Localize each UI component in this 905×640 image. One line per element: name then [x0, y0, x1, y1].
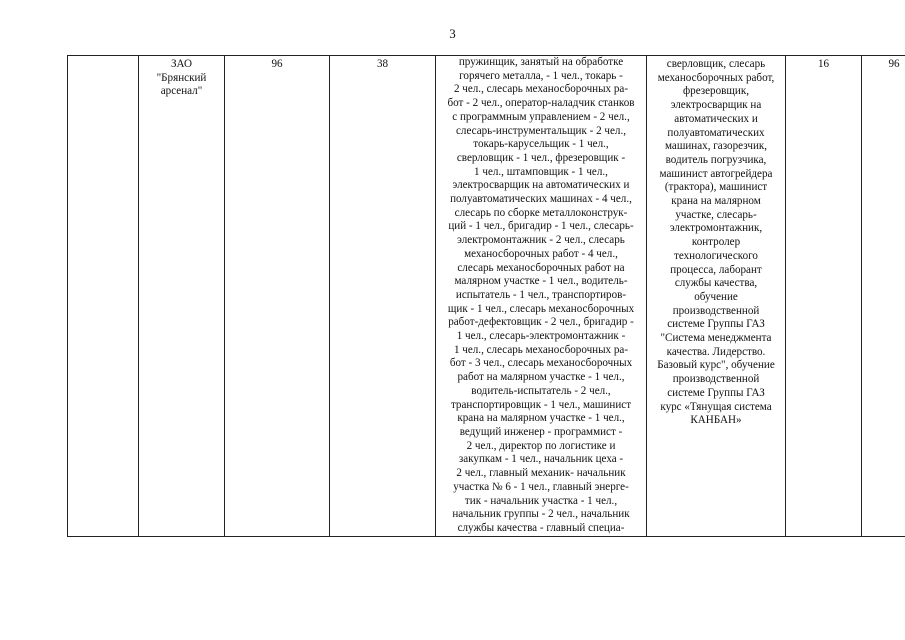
- organization-line: арсенал": [160, 85, 203, 98]
- training-line: машинист автогрейдера: [659, 167, 773, 180]
- professions-line: службы качества - главный специа-: [457, 521, 625, 534]
- organization-line: "Брянский: [156, 71, 207, 84]
- page-number: 3: [449, 26, 456, 41]
- training-line: электромонтажник,: [669, 222, 763, 235]
- professions-line: с программным управлением - 2 чел.,: [452, 110, 630, 123]
- professions-line: слесарь-инструментальщик - 2 чел.,: [455, 124, 627, 137]
- training-line: производственной: [672, 304, 760, 317]
- training-line: технологического: [674, 249, 758, 262]
- table-row: [68, 56, 905, 537]
- training-line: обучение: [694, 290, 738, 303]
- professions-line: 1 чел., слесарь механосборочных ра-: [453, 343, 629, 356]
- training-line: автоматических и: [674, 112, 758, 125]
- professions-line: 2 чел., директор по логистике и: [466, 439, 616, 452]
- blank-cell: [68, 56, 139, 537]
- professions-line: электромонтажник - 2 чел., слесарь: [457, 234, 625, 247]
- training-line: КАНБАН»: [690, 414, 742, 427]
- organization-line: ЗАО: [170, 58, 193, 70]
- training-line: (трактора), машинист: [664, 181, 768, 194]
- professions-line: 1 чел., штамповщик - 1 чел.,: [474, 165, 608, 178]
- professions-line: бот - 3 чел., слесарь механосборочных: [449, 357, 633, 370]
- professions-line: 1 чел., слесарь-электромонтажник -: [456, 330, 626, 343]
- value-cell-2: 38: [330, 56, 436, 537]
- professions-line: электросварщик на автоматических и: [452, 179, 630, 192]
- training-line: системе Группы ГАЗ: [667, 318, 765, 331]
- professions-cell: [436, 56, 647, 537]
- professions-line: работ-дефектовщик - 2 чел., бригадир -: [448, 316, 634, 329]
- professions-line: транспортировщик - 1 чел., машинист: [450, 398, 632, 411]
- training-line: участке, слесарь-: [675, 208, 757, 221]
- training-line: качества. Лидерство.: [666, 345, 766, 358]
- training-line: службы качества,: [674, 277, 758, 290]
- professions-line: закупкам - 1 чел., начальник цеха -: [458, 453, 624, 466]
- training-line: "Система менеджмента: [660, 332, 772, 345]
- training-line: полуавтоматических: [667, 126, 765, 139]
- professions-line: работ на малярном участке - 1 чел.,: [457, 371, 625, 384]
- professions-line: полуавтоматических машинах - 4 чел.,: [450, 193, 632, 206]
- professions-line: токарь-карусельщик - 1 чел.,: [473, 138, 609, 151]
- professions-line: 2 чел., слесарь механосборочных ра-: [453, 83, 629, 96]
- training-line: Базовый курс", обучение: [657, 359, 775, 372]
- professions-line: начальник группы - 2 чел., начальник: [452, 508, 630, 521]
- training-line: водитель погрузчика,: [665, 153, 767, 166]
- organization-cell: [139, 56, 225, 537]
- professions-line: бот - 2 чел., оператор-наладчик станков: [447, 97, 635, 110]
- professions-line: ведущий инженер - программист -: [459, 425, 623, 438]
- professions-line: участка № 6 - 1 чел., главный энерге-: [453, 480, 629, 493]
- professions-line: ций - 1 чел., бригадир - 1 чел., слесарь-: [448, 220, 634, 233]
- professions-line: слесарь механосборочных работ на: [457, 261, 625, 274]
- professions-line: малярном участке - 1 чел., водитель-: [454, 275, 628, 288]
- professions-line: горячего металла, - 1 чел., токарь -: [459, 69, 623, 82]
- training-line: механосборочных работ,: [657, 71, 775, 84]
- value-cell-4: 96: [862, 56, 905, 537]
- training-line: крана на малярном: [671, 195, 761, 208]
- professions-line: тик - начальник участка - 1 чел.,: [464, 494, 618, 507]
- professions-line: 2 чел., главный механик- начальник: [456, 467, 626, 480]
- professions-line: слесарь по сборке металлоконструк-: [454, 206, 628, 219]
- value-cell-1: 96: [225, 56, 330, 537]
- value-cell-3: 16: [786, 56, 862, 537]
- professions-line: сверловщик - 1 чел., фрезеровщик -: [456, 151, 626, 164]
- professions-line: крана на малярном участке - 1 чел.,: [457, 412, 625, 425]
- professions-line: водитель-испытатель - 2 чел.,: [471, 384, 611, 397]
- training-line: сверловщик, слесарь: [666, 58, 766, 70]
- training-line: машинах, газорезчик,: [664, 140, 768, 153]
- training-line: фрезеровщик,: [682, 85, 750, 98]
- training-line: процесса, лаборант: [670, 263, 762, 276]
- training-cell: [647, 56, 786, 537]
- training-line: производственной: [672, 373, 760, 386]
- professions-line: испытатель - 1 чел., транспортиров-: [455, 288, 627, 301]
- professions-line: механосборочных работ - 4 чел.,: [464, 247, 618, 260]
- training-line: курс «Тянущая система: [660, 400, 772, 413]
- training-line: электросварщик на: [670, 99, 762, 112]
- data-table: [67, 55, 905, 537]
- professions-line: пружинщик, занятый на обработке: [458, 56, 624, 68]
- training-line: контролер: [691, 236, 741, 249]
- professions-line: щик - 1 чел., слесарь механосборочных: [447, 302, 635, 315]
- training-line: системе Группы ГАЗ: [667, 386, 765, 399]
